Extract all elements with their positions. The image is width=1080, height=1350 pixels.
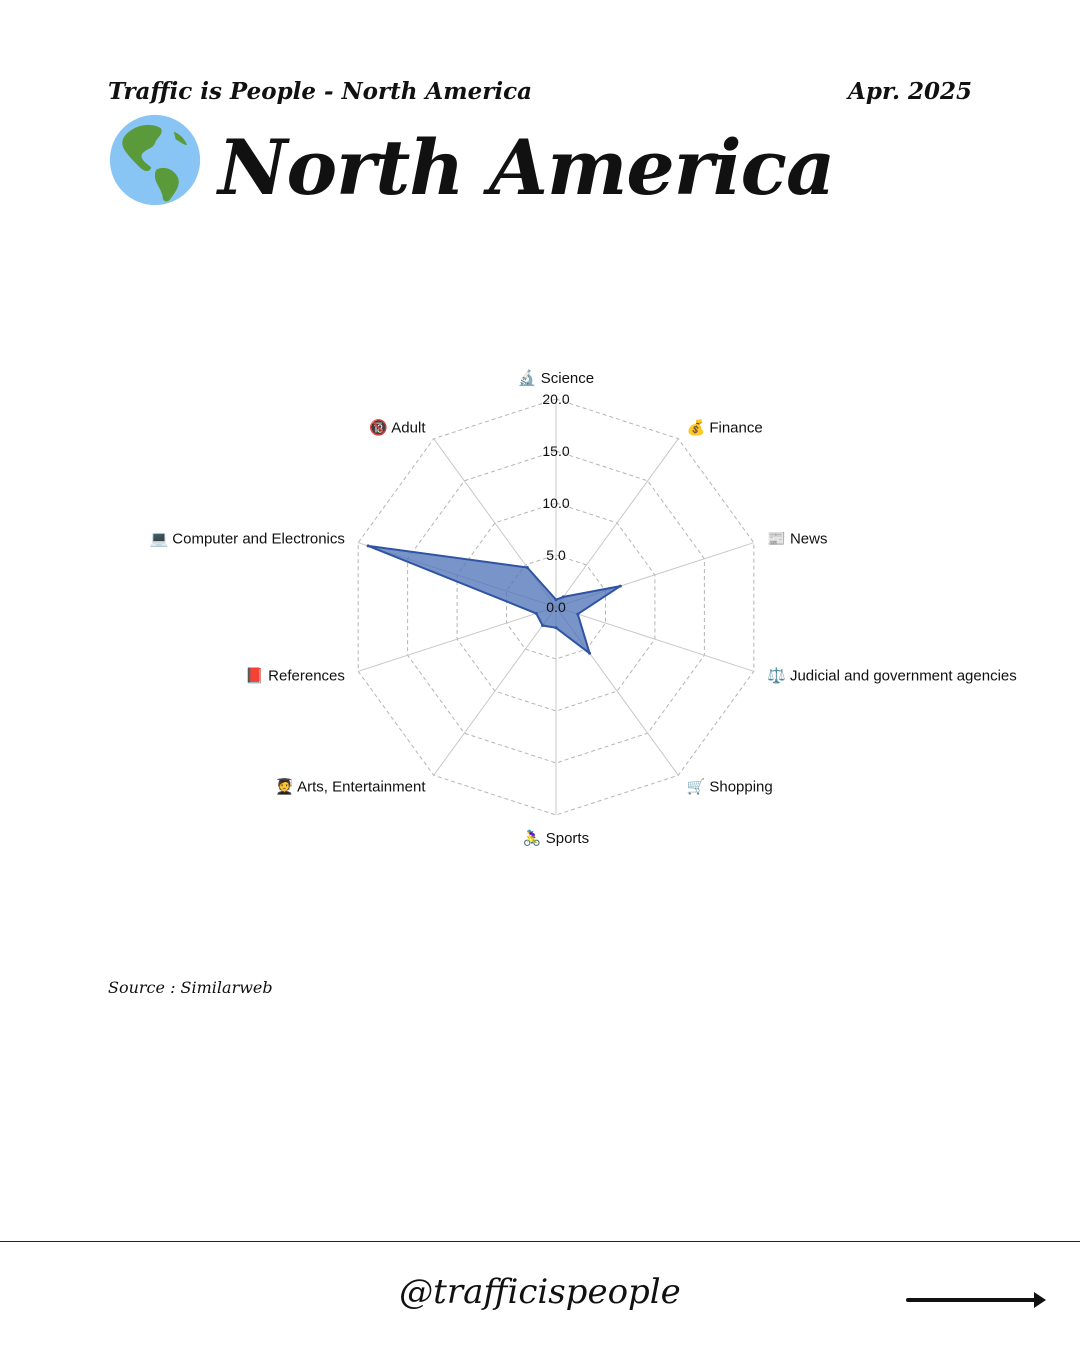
- tick-label-1: 5.0: [546, 547, 566, 563]
- tick-label-0: 0.0: [546, 599, 566, 615]
- page-title: North America: [218, 123, 835, 212]
- category-label-9: 🔞 Adult: [369, 419, 426, 437]
- grid-spoke-1: [556, 439, 678, 607]
- footer-divider: [0, 1241, 1080, 1242]
- category-label-0: 🔬 Science: [517, 370, 595, 387]
- category-label-8: 💻 Computer and Electronics: [149, 530, 345, 548]
- data-point-4: [588, 652, 591, 655]
- data-point-9: [526, 566, 529, 569]
- globe-americas-icon: [108, 113, 202, 207]
- tick-label-3: 15.0: [542, 443, 570, 459]
- grid-spoke-6: [434, 607, 556, 775]
- radar-chart: [0, 340, 1080, 880]
- category-label-3: ⚖️ Judicial and government agencies: [767, 667, 1017, 685]
- header-bar: [108, 78, 972, 110]
- data-point-8: [367, 544, 370, 547]
- category-label-6: 🧑‍🎓 Arts, Entertainment: [275, 778, 426, 796]
- radar-series: [367, 544, 622, 654]
- category-label-4: 🛒 Shopping: [686, 778, 773, 796]
- series-area-0: [368, 546, 620, 653]
- series-title: Traffic is People - North America: [108, 78, 533, 105]
- right-arrow-icon[interactable]: [906, 1288, 1050, 1312]
- tick-label-2: 10.0: [542, 495, 570, 511]
- data-point-6: [541, 624, 544, 627]
- report-date: Apr. 2025: [848, 78, 972, 105]
- data-point-1: [562, 595, 565, 598]
- category-label-7: 📕 References: [245, 667, 345, 685]
- data-point-2: [619, 585, 622, 588]
- category-label-1: 💰 Finance: [686, 419, 763, 437]
- source-note: Source : Similarweb: [108, 978, 273, 997]
- tick-label-4: 20.0: [542, 391, 570, 407]
- data-point-7: [535, 612, 538, 615]
- data-point-3: [576, 613, 579, 616]
- social-handle[interactable]: @trafficispeople: [399, 1272, 681, 1312]
- data-point-5: [555, 626, 558, 629]
- category-label-2: 📰 News: [767, 530, 828, 548]
- category-label-5: 🚴‍♀️ Sports: [522, 830, 590, 847]
